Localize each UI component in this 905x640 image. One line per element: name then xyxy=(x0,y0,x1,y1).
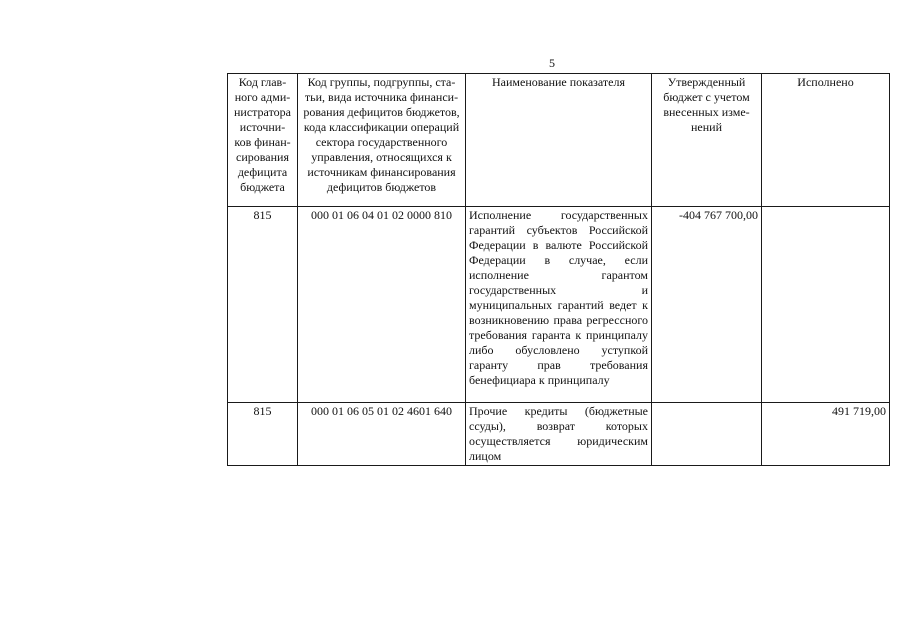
source-code-cell: 000 01 06 05 01 02 4601 640 xyxy=(298,403,466,466)
header-source-code: Код группы, подгруппы, ста- тьи, вида источника финанси- рования дефицитов бюджетов, кода классификации операций сектора государственного управления, относящихся к источникам финансирования дефицитов бюджетов xyxy=(298,74,466,207)
executed-cell xyxy=(762,207,890,403)
admin-code-cell: 815 xyxy=(228,207,298,403)
page-number: 5 xyxy=(549,56,555,70)
table-header-row xyxy=(228,74,890,207)
table-row xyxy=(228,207,890,403)
header-approved-budget: Утвержденный бюджет с учетом внесенных изме- нений xyxy=(652,74,762,207)
indicator-name-cell: Прочие кредиты (бюджетные ссуды), возврат которых осуществляется юридическим лицом xyxy=(466,403,652,466)
table-row xyxy=(228,403,890,466)
header-admin-code: Код глав- ного адми- нистратора источни- ков финан- сирования дефицита бюджета xyxy=(228,74,298,207)
approved-budget-cell xyxy=(652,403,762,466)
admin-code-cell: 815 xyxy=(228,403,298,466)
approved-budget-cell: -404 767 700,00 xyxy=(652,207,762,403)
executed-cell: 491 719,00 xyxy=(762,403,890,466)
source-code-cell: 000 01 06 04 01 02 0000 810 xyxy=(298,207,466,403)
header-indicator-name: Наименование показателя xyxy=(466,74,652,207)
indicator-name-cell: Исполнение государственных гарантий субъектов Российской Федерации в валюте Российской Федерации в случае, если исполнение гарантом государственных и муниципальных гарантий ведет к возникновению права регрессного требования гаранта к принципалу либо обусловлено уступкой гаранту прав требования бенефициара к принципалу xyxy=(466,207,652,403)
header-executed: Исполнено xyxy=(762,74,890,207)
budget-deficit-sources-table xyxy=(227,73,890,466)
